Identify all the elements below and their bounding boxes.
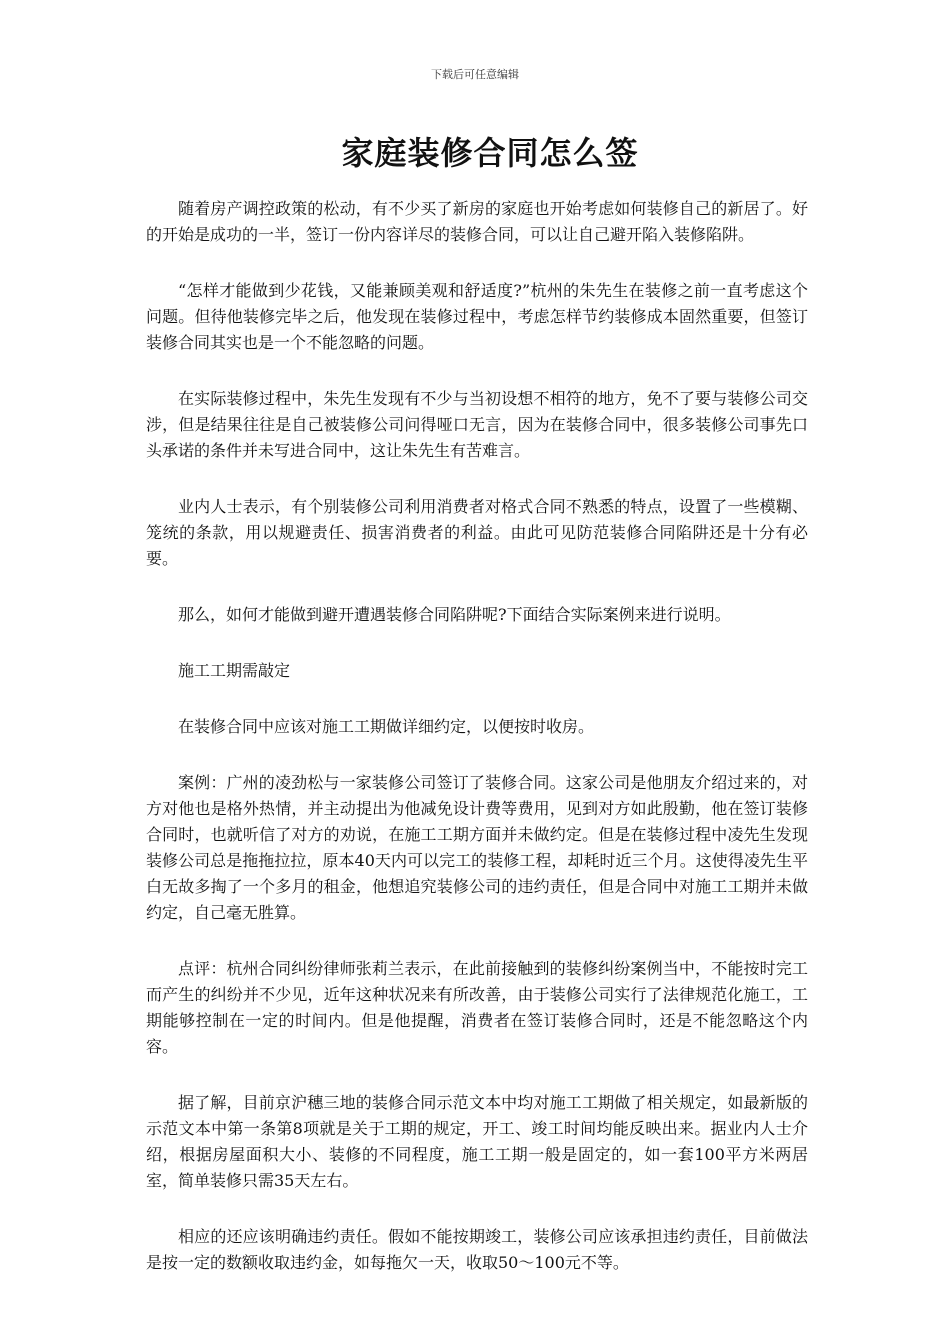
paragraph-case: 案例：广州的凌劲松与一家装修公司签订了装修合同。这家公司是他朋友介绍过来的，对方对他也是格外热情，并主动提出为他减免设计费等费用，见到对方如此殷勤，他在签订装修合同时，也就听信了对方的劝说，在施工工期方面并未做约定。但是在装修过程中凌先生发现装修公司总是拖拖拉拉，原本40天内可以完工的装修工程，却耗时近三个月。这使得凌先生平白无故多掏了一个多月的租金，他想追究装修公司的违约责任，但是合同中对施工工期并未做约定，自己毫无胜算。 (146, 773, 808, 922)
paragraph-industry: 业内人士表示，有个别装修公司利用消费者对格式合同不熟悉的特点，设置了一些模糊、笼统的条款，用以规避责任、损害消费者的利益。由此可见防范装修合同陷阱还是十分有必要。 (146, 497, 808, 568)
header-note: 下载后可任意编辑 (431, 68, 519, 81)
document-title: 家庭装修合同怎么签 (341, 134, 639, 172)
paragraph-quote: “怎样才能做到少花钱，又能兼顾美观和舒适度?”杭州的朱先生在装修之前一直考虑这个问题。但待他装修完毕之后，他发现在装修过程中，考虑怎样节约装修成本固然重要，但签订装修合同其实也是一个不能忽略的问题。 (146, 281, 808, 352)
paragraph-advice: 在装修合同中应该对施工工期做详细约定，以便按时收房。 (178, 717, 595, 736)
paragraph-intro: 随着房产调控政策的松动，有不少买了新房的家庭也开始考虑如何装修自己的新居了。好的开始是成功的一半，签订一份内容详尽的装修合同，可以让自己避开陷入装修陷阱。 (146, 199, 808, 244)
paragraph-regulation: 据了解，目前京沪穗三地的装修合同示范文本中均对施工工期做了相关规定，如最新版的示范文本中第一条第8项就是关于工期的规定，开工、竣工时间均能反映出来。据业内人士介绍，根据房屋面积大小、装修的不同程度，施工工期一般是固定的，如一套100平方米两居室，简单装修只需35天左右。 (146, 1093, 808, 1190)
document-body (146, 196, 808, 1306)
section-heading: 施工工期需敲定 (178, 661, 291, 680)
paragraph-liability: 相应的还应该明确违约责任。假如不能按期竣工，装修公司应该承担违约责任，目前做法是按一定的数额收取违约金，如每拖欠一天，收取50～100元不等。 (146, 1227, 808, 1272)
paragraph-transition: 那么，如何才能做到避开遭遇装修合同陷阱呢?下面结合实际案例来进行说明。 (178, 605, 731, 624)
paragraph-experience: 在实际装修过程中，朱先生发现有不少与当初设想不相符的地方，免不了要与装修公司交涉，但是结果往往是自己被装修公司问得哑口无言，因为在装修合同中，很多装修公司事先口头承诺的条件并未写进合同中，这让朱先生有苦难言。 (146, 389, 808, 460)
paragraph-comment: 点评：杭州合同纠纷律师张莉兰表示，在此前接触到的装修纠纷案例当中，不能按时完工而产生的纠纷并不少见，近年这种状况来有所改善，由于装修公司实行了法律规范化施工，工期能够控制在一定的时间内。但是他提醒，消费者在签订装修合同时，还是不能忽略这个内容。 (146, 959, 808, 1056)
